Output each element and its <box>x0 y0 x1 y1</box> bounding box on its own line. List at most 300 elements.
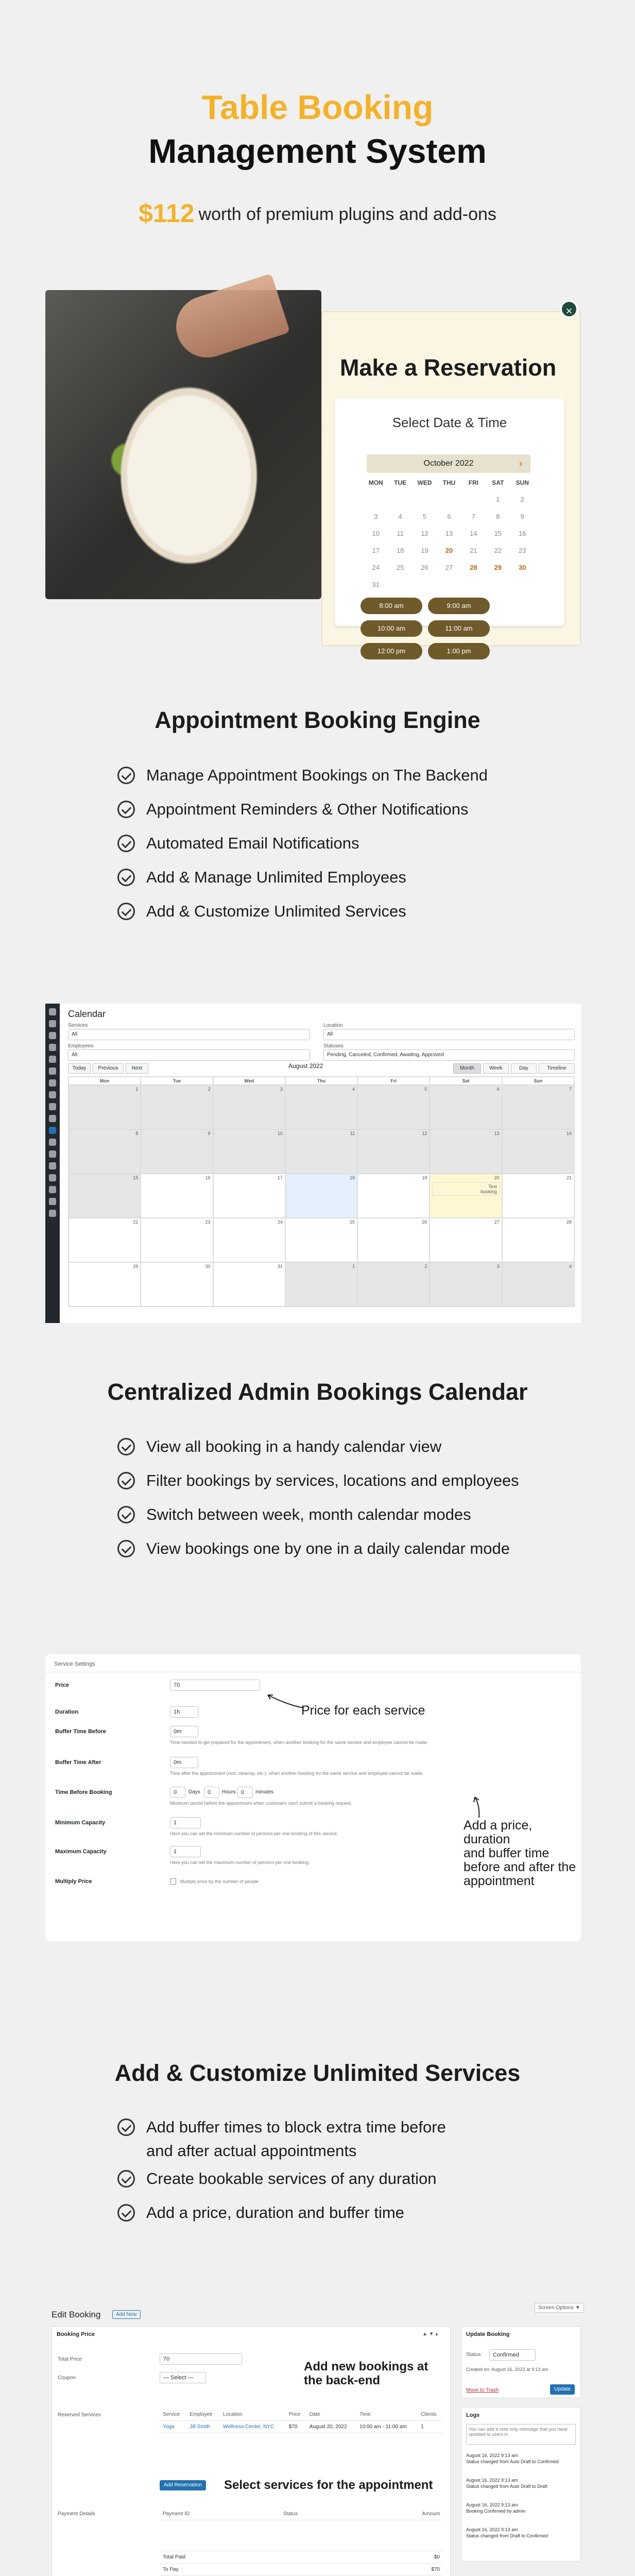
calendar-day-cell[interactable] <box>213 1218 285 1262</box>
feature-list-services <box>117 2110 581 2230</box>
time-slot-button[interactable]: 10:00 am <box>361 620 422 637</box>
log-entry: August 16, 2022 9:13 am Status changed from Draft to Confirmed <box>466 2527 548 2538</box>
setting-hint: Here you can set the minimum number of persons per one booking of this service. <box>170 1831 338 1836</box>
day-number: 23 <box>205 1219 211 1225</box>
calendar-day[interactable]: 27 <box>445 564 453 571</box>
service-settings-header: Service Settings <box>54 1661 95 1667</box>
calendar-day-cell[interactable] <box>68 1262 141 1307</box>
check-circle-icon <box>117 1540 135 1557</box>
setting-label: Time Before Booking <box>55 1789 112 1795</box>
setting-input[interactable]: 1 <box>170 1846 201 1857</box>
calendar-today-button[interactable]: Today <box>68 1063 91 1074</box>
callout-buffer: Add a price, duration and buffer time before and after the appointment <box>464 1818 576 1888</box>
calendar-month: October 2022 <box>367 454 530 473</box>
check-circle-icon <box>117 801 135 818</box>
day-number: 7 <box>569 1087 572 1092</box>
admin-menu-icon[interactable] <box>49 1056 56 1063</box>
calendar-day[interactable]: 25 <box>396 564 404 571</box>
reserved-services-label: Reserved Services <box>58 2412 101 2418</box>
weekday-header: Fri <box>357 1077 430 1085</box>
setting-label: Buffer Time Before <box>55 1728 106 1735</box>
check-circle-icon <box>117 2204 135 2222</box>
feature-text: Automated Email Notifications <box>146 834 359 852</box>
calendar-day <box>388 496 412 503</box>
feature-item <box>117 1464 581 1498</box>
feature-text: Add buffer times to block extra time before and after actual appointments <box>146 2118 446 2160</box>
time-slot-button[interactable]: 1:00 pm <box>428 643 490 659</box>
day-number: 18 <box>350 1175 355 1180</box>
calendar-day[interactable]: 20 <box>445 547 453 554</box>
statuses-select[interactable]: Pending, Canceled, Confirmed, Awaiting, Approved <box>323 1049 575 1061</box>
day-number: 9 <box>208 1131 211 1136</box>
table-row[interactable] <box>160 2421 443 2433</box>
check-circle-icon <box>117 1506 135 1523</box>
weekday-header: Sat <box>430 1077 502 1085</box>
callout-price: Price for each service <box>301 1703 425 1718</box>
check-circle-icon <box>117 869 135 886</box>
section-title-services: Add & Customize Unlimited Services <box>114 2060 521 2086</box>
filter-label-employees: Employees <box>68 1043 94 1049</box>
time-unit-label: minutes <box>255 1789 274 1795</box>
move-to-trash-link[interactable]: Move to Trash <box>466 2387 499 2393</box>
calendar-day[interactable]: 22 <box>494 547 502 554</box>
day-number: 26 <box>422 1219 427 1225</box>
day-number: 28 <box>566 1219 572 1225</box>
callout-select-services: Select services for the appointment <box>224 2478 433 2492</box>
table-header: Amount <box>356 2508 443 2520</box>
time-slot-button[interactable]: 9:00 am <box>428 598 490 614</box>
day-number: 4 <box>352 1087 355 1092</box>
calendar-day[interactable]: 15 <box>494 530 502 537</box>
admin-menu-icon[interactable] <box>49 1103 56 1110</box>
day-number: 17 <box>277 1175 283 1180</box>
calendar-day-cell[interactable] <box>502 1174 574 1218</box>
time-unit-label: Hours <box>222 1789 236 1795</box>
time-slot-button[interactable]: 11:00 am <box>428 620 490 637</box>
calendar-day-cell[interactable] <box>502 1262 574 1307</box>
calendar-day-cell[interactable] <box>357 1262 430 1307</box>
table-header: Payment ID <box>160 2508 280 2520</box>
table-cell: $70 <box>286 2421 306 2433</box>
update-button[interactable]: Update <box>550 2384 575 2395</box>
setting-label: Multiply Price <box>55 1878 92 1885</box>
edit-booking-title: Edit Booking <box>52 2310 101 2319</box>
calendar-day[interactable]: 29 <box>494 564 502 571</box>
day-number: 5 <box>424 1087 427 1092</box>
calendar-day-cell[interactable] <box>430 1262 502 1307</box>
weekday-header: SAT <box>492 479 504 486</box>
admin-menu-icon[interactable] <box>49 1115 56 1122</box>
admin-menu-icon[interactable] <box>49 1044 56 1051</box>
check-circle-icon <box>117 1438 135 1455</box>
calendar-day[interactable]: 1 <box>496 496 500 503</box>
calendar-day-cell[interactable] <box>68 1085 141 1129</box>
calendar-day-cell[interactable] <box>285 1218 357 1262</box>
hero-subtitle <box>0 198 635 228</box>
calendar-day-cell[interactable] <box>357 1085 430 1129</box>
setting-label: Buffer Time After <box>55 1759 101 1766</box>
booking-price-title: Booking Price <box>57 2331 95 2337</box>
to-pay-value: $70 <box>356 2564 443 2576</box>
screen-options-button[interactable]: Screen Options ▼ <box>535 2303 584 2313</box>
table-header: Clients <box>418 2409 443 2421</box>
admin-menu-icon[interactable] <box>49 1174 56 1181</box>
calendar-day[interactable]: 17 <box>372 547 380 554</box>
admin-menu-icon[interactable] <box>49 1020 56 1027</box>
feature-item <box>117 1498 581 1532</box>
calendar-day-cell[interactable] <box>357 1218 430 1262</box>
day-number: 24 <box>277 1219 283 1225</box>
feature-item <box>117 894 581 928</box>
chevron-right-icon[interactable]: › <box>519 458 523 469</box>
calendar-day-cell[interactable] <box>68 1218 141 1262</box>
setting-input[interactable]: 0m <box>170 1757 198 1768</box>
calendar-day-cell[interactable] <box>430 1174 502 1218</box>
feature-item <box>117 1430 581 1464</box>
admin-menu-icon[interactable] <box>49 1067 56 1075</box>
calendar-day[interactable]: 13 <box>445 530 453 537</box>
calendar-day[interactable]: 3 <box>374 513 378 520</box>
feature-item <box>117 2196 581 2230</box>
day-number: 21 <box>566 1175 572 1180</box>
calendar-event[interactable]: Test booking <box>432 1182 499 1196</box>
close-icon[interactable]: × <box>560 300 578 318</box>
table-header: Location <box>220 2409 286 2421</box>
day-number: 30 <box>205 1264 211 1269</box>
calendar-day-cell[interactable] <box>285 1129 357 1174</box>
weekday-header: Sun <box>502 1077 574 1085</box>
day-number: 1 <box>352 1264 355 1269</box>
admin-calendar-grid <box>68 1076 575 1307</box>
filter-label-statuses: Statuses <box>323 1043 344 1049</box>
reserved-services-table <box>160 2409 443 2433</box>
calendar-day-cell[interactable] <box>357 1174 430 1218</box>
calendar-previous-button[interactable]: Previous <box>93 1063 124 1074</box>
admin-menu-icon[interactable] <box>49 1079 56 1087</box>
view-month-button[interactable]: Month <box>453 1063 481 1074</box>
check-circle-icon <box>117 2119 135 2136</box>
total-price-input[interactable]: 70 <box>160 2353 242 2365</box>
day-number: 20 <box>494 1175 500 1180</box>
calendar-day <box>413 496 437 503</box>
day-number: 31 <box>277 1264 283 1269</box>
day-number: 16 <box>205 1175 211 1180</box>
table-cell: Wellness Center, NYC <box>220 2421 286 2433</box>
calendar-day-cell[interactable] <box>502 1218 574 1262</box>
feature-list-booking-engine <box>117 758 581 928</box>
calendar-day[interactable]: 8 <box>496 513 500 520</box>
to-pay-label: To Pay <box>160 2564 280 2576</box>
admin-menu-icon[interactable] <box>49 1091 56 1098</box>
calendar-day[interactable]: 28 <box>470 564 477 571</box>
table-cell: Jill Smith <box>186 2421 220 2433</box>
table-header: Time <box>356 2409 418 2421</box>
calendar-day-cell[interactable] <box>502 1129 574 1174</box>
admin-calendar-title: Calendar <box>68 1009 106 1019</box>
weekday-header: FRI <box>468 479 479 486</box>
day-number: 25 <box>350 1219 355 1225</box>
calendar-day-cell[interactable] <box>502 1085 574 1129</box>
view-timeline-button[interactable]: Timeline <box>539 1063 575 1074</box>
total-paid-value: $0 <box>356 2551 443 2564</box>
feature-text: Filter bookings by services, locations and employees <box>146 1471 519 1489</box>
calendar-day[interactable]: 16 <box>519 530 526 537</box>
table-cell: August 20, 2022 <box>306 2421 356 2433</box>
add-new-button[interactable]: Add New <box>112 2310 141 2319</box>
day-number: 12 <box>422 1131 427 1136</box>
admin-menu-icon[interactable] <box>49 1150 56 1158</box>
day-number: 13 <box>494 1131 500 1136</box>
feature-item <box>117 1532 581 1566</box>
feature-item <box>117 792 581 826</box>
status-select[interactable]: Confirmed <box>489 2349 536 2361</box>
setting-label: Minimum Capacity <box>55 1820 106 1826</box>
time-slot-button[interactable]: 8:00 am <box>361 598 422 614</box>
calendar-day-cell[interactable] <box>141 1262 213 1307</box>
time-slot-button[interactable]: 12:00 pm <box>361 643 422 659</box>
day-number: 27 <box>494 1219 500 1225</box>
calendar-day[interactable]: 2 <box>520 496 524 503</box>
time-slots <box>361 598 539 659</box>
day-number: 14 <box>566 1131 572 1136</box>
feature-text: View bookings one by one in a daily calendar mode <box>146 1539 510 1557</box>
log-entry: August 16, 2022 9:13 am Status changed from Auto Draft to Confirmed <box>466 2453 559 2464</box>
calendar-day-cell[interactable] <box>213 1174 285 1218</box>
admin-menu-icon[interactable] <box>49 1198 56 1205</box>
feature-text: Appointment Reminders & Other Notifications <box>146 800 469 818</box>
table-cell: 10:00 am - 11:00 am <box>356 2421 418 2433</box>
coupon-select[interactable]: — Select — <box>160 2372 206 2383</box>
calendar-grid <box>364 479 535 588</box>
filter-label-services: Services <box>68 1023 88 1028</box>
feature-text: Add & Manage Unlimited Employees <box>146 868 406 886</box>
calendar-day[interactable]: 18 <box>396 547 404 554</box>
log-entry: August 16, 2022 9:13 am Status changed from Auto Draft to Draft <box>466 2478 547 2489</box>
day-number: 4 <box>569 1264 572 1269</box>
feature-item <box>117 826 581 860</box>
admin-menu-icon[interactable] <box>49 1186 56 1193</box>
calendar-day <box>364 496 388 503</box>
admin-menu-icon[interactable] <box>49 1162 56 1170</box>
day-number: 6 <box>496 1087 500 1092</box>
day-number: 15 <box>133 1175 139 1180</box>
calendar-day[interactable]: 9 <box>520 513 524 520</box>
calendar-day[interactable]: 30 <box>519 564 526 571</box>
admin-menu-icon[interactable] <box>49 1210 56 1217</box>
hero-subtitle-text: worth of premium plugins and add-ons <box>198 205 496 224</box>
calendar-day[interactable]: 23 <box>519 547 526 554</box>
total-price-label: Total Price <box>58 2357 82 2362</box>
setting-input[interactable]: 0 <box>170 1787 185 1798</box>
log-note-textarea[interactable]: You can add a note only message that you have updated to users in <box>466 2424 576 2445</box>
setting-hint: Time needed to get prepared for the appointment, when another booking for the same service and employee cannot be made. <box>170 1740 428 1745</box>
calendar-day-cell[interactable] <box>213 1129 285 1174</box>
services-select[interactable]: All <box>68 1029 310 1040</box>
weekday-header: Wed <box>213 1077 285 1085</box>
setting-hint: Multiply price by the number of people <box>180 1879 259 1884</box>
update-booking-title: Update Booking <box>466 2331 510 2337</box>
admin-menu-icon[interactable] <box>49 1032 56 1039</box>
weekday-header: THU <box>442 479 456 486</box>
table-header: Date <box>306 2409 356 2421</box>
callout-new-booking: Add new bookings at the back-end <box>304 2360 428 2387</box>
setting-label: Price <box>55 1682 69 1688</box>
admin-menu-icon[interactable] <box>49 1127 56 1134</box>
feature-text: Add & Customize Unlimited Services <box>146 902 406 920</box>
calendar-day-cell[interactable] <box>141 1174 213 1218</box>
arrow-buffer <box>464 1793 494 1819</box>
service-settings-screenshot <box>45 1654 581 1941</box>
calendar-next-button[interactable]: Next <box>126 1063 148 1074</box>
setting-hint: Time after the appointment (rest, cleanup, etc.), when another booking for the same service and employee cannot be made. <box>170 1771 424 1776</box>
multiply-price-checkbox[interactable] <box>170 1878 176 1885</box>
feature-text: Create bookable services of any duration <box>146 2170 437 2188</box>
feature-list-admin-calendar <box>117 1430 581 1566</box>
day-number: 10 <box>277 1131 283 1136</box>
calendar-day-cell[interactable] <box>213 1262 285 1307</box>
admin-menu-icon[interactable] <box>49 1008 56 1015</box>
calendar-day-cell[interactable] <box>141 1129 213 1174</box>
check-circle-icon <box>117 835 135 852</box>
calendar-day-cell[interactable] <box>285 1085 357 1129</box>
calendar-day-cell[interactable] <box>430 1085 502 1129</box>
logs-title: Logs <box>466 2412 480 2418</box>
check-circle-icon <box>117 767 135 784</box>
calendar-day-cell[interactable] <box>285 1174 357 1218</box>
weekday-header: TUE <box>394 479 407 486</box>
weekday-header: MON <box>368 479 383 486</box>
day-number: 2 <box>424 1264 427 1269</box>
weekday-header: Mon <box>68 1077 141 1085</box>
view-week-button[interactable]: Week <box>483 1063 509 1074</box>
arrow-price <box>258 1690 309 1710</box>
calendar-day-cell[interactable] <box>68 1174 141 1218</box>
coupon-label: Coupon <box>58 2375 76 2381</box>
payment-details-table <box>160 2508 443 2576</box>
table-header: Price <box>286 2409 306 2421</box>
calendar-day[interactable]: 11 <box>397 530 404 537</box>
table-header: Employee <box>186 2409 220 2421</box>
calendar-day <box>461 496 486 503</box>
check-circle-icon <box>117 903 135 920</box>
table-header: Status <box>280 2508 356 2520</box>
day-number: 11 <box>350 1131 355 1136</box>
feature-text: Manage Appointment Bookings on The Backend <box>146 766 488 784</box>
time-unit-input[interactable]: 0 <box>204 1787 219 1798</box>
calendar-day[interactable]: 24 <box>372 564 380 571</box>
feature-item <box>117 2162 581 2196</box>
calendar-day-cell[interactable] <box>285 1262 357 1307</box>
feature-text: View all booking in a handy calendar view <box>146 1437 442 1455</box>
admin-menu-icon[interactable] <box>49 1139 56 1146</box>
setting-label: Maximum Capacity <box>55 1849 107 1855</box>
calendar-day-cell[interactable] <box>213 1085 285 1129</box>
calendar-day <box>437 496 461 503</box>
table-header: Service <box>160 2409 186 2421</box>
calendar-day-cell[interactable] <box>68 1129 141 1174</box>
feature-item <box>117 2110 581 2162</box>
log-entry: August 16, 2022 9:13 am Booking Confirmed by admin <box>466 2502 526 2514</box>
feature-item <box>117 860 581 894</box>
section-title-booking-engine: Appointment Booking Engine <box>155 707 480 733</box>
created-on: Created on: August 16, 2022 at 9:13 am <box>466 2367 548 2372</box>
calendar-day[interactable]: 21 <box>470 547 477 554</box>
table-cell: 1 <box>418 2421 443 2433</box>
calendar-heading: Select Date & Time <box>392 415 507 430</box>
weekday-header: Tue <box>141 1077 213 1085</box>
setting-label: Duration <box>55 1709 79 1715</box>
feature-text: Add a price, duration and buffer time <box>146 2204 404 2222</box>
weekday-header: SUN <box>516 479 529 486</box>
time-unit-label: Days <box>188 1789 200 1795</box>
day-number: 8 <box>135 1131 139 1136</box>
setting-hint: Minimum period before the appointment when customers can't submit a booking request. <box>170 1801 352 1806</box>
time-unit-input[interactable]: 0 <box>237 1787 253 1798</box>
weekday-header: Thu <box>285 1077 357 1085</box>
day-number: 2 <box>208 1087 211 1092</box>
calendar-day[interactable]: 7 <box>471 513 476 520</box>
admin-sidebar <box>45 1004 60 1323</box>
employees-select[interactable]: All <box>68 1049 310 1061</box>
total-paid-label: Total Paid <box>160 2551 280 2564</box>
calendar-day[interactable]: 10 <box>372 530 380 537</box>
table-cell: Yoga <box>160 2421 186 2433</box>
section-title-admin-calendar: Centralized Admin Bookings Calendar <box>107 1379 528 1405</box>
day-number: 22 <box>133 1219 139 1225</box>
admin-calendar-month: August 2022 <box>288 1062 323 1070</box>
check-circle-icon <box>117 2170 135 2188</box>
day-number: 3 <box>496 1264 500 1269</box>
filter-label-location: Location <box>323 1023 343 1028</box>
payment-details-label: Payment Details <box>58 2511 95 2517</box>
day-number: 19 <box>422 1175 427 1180</box>
calendar-day-cell[interactable] <box>430 1129 502 1174</box>
calendar-day-cell[interactable] <box>430 1218 502 1262</box>
weekday-header: WED <box>417 479 432 486</box>
day-number: 1 <box>135 1087 139 1092</box>
hero-price: $112 <box>139 199 195 228</box>
location-select[interactable]: All <box>323 1029 575 1040</box>
calendar-day[interactable]: 12 <box>421 530 428 537</box>
hero-title-line2: Management System <box>148 132 487 170</box>
setting-input[interactable]: 70 <box>170 1680 260 1691</box>
calendar-day[interactable]: 4 <box>398 513 402 520</box>
setting-input[interactable]: 0m <box>170 1726 198 1737</box>
view-day-button[interactable]: Day <box>511 1063 537 1074</box>
feature-text: Switch between week, month calendar modes <box>146 1505 471 1523</box>
reservation-title: Make a Reservation <box>340 354 557 381</box>
panel-toggle-icons[interactable]: ▲ ▼ ▴ <box>422 2331 438 2337</box>
calendar-day-cell[interactable] <box>141 1085 213 1129</box>
calendar-day[interactable]: 14 <box>470 530 477 537</box>
status-label: Status <box>466 2352 481 2358</box>
check-circle-icon <box>117 1472 135 1489</box>
calendar-day[interactable]: 5 <box>422 513 427 520</box>
setting-hint: Here you can set the maximum number of persons per one booking. <box>170 1860 310 1865</box>
setting-input[interactable]: 1h <box>170 1706 198 1718</box>
calendar-day-cell[interactable] <box>141 1218 213 1262</box>
day-number: 29 <box>133 1264 139 1269</box>
calendar-day[interactable]: 19 <box>421 547 428 554</box>
calendar-day-cell[interactable] <box>357 1129 430 1174</box>
calendar-day[interactable]: 26 <box>421 564 428 571</box>
feature-item <box>117 758 581 792</box>
calendar-day[interactable]: 31 <box>372 581 380 588</box>
day-number: 3 <box>280 1087 283 1092</box>
add-reservation-button[interactable]: Add Reservation <box>160 2480 206 2490</box>
setting-input[interactable]: 1 <box>170 1817 201 1828</box>
calendar-day[interactable]: 6 <box>447 513 451 520</box>
